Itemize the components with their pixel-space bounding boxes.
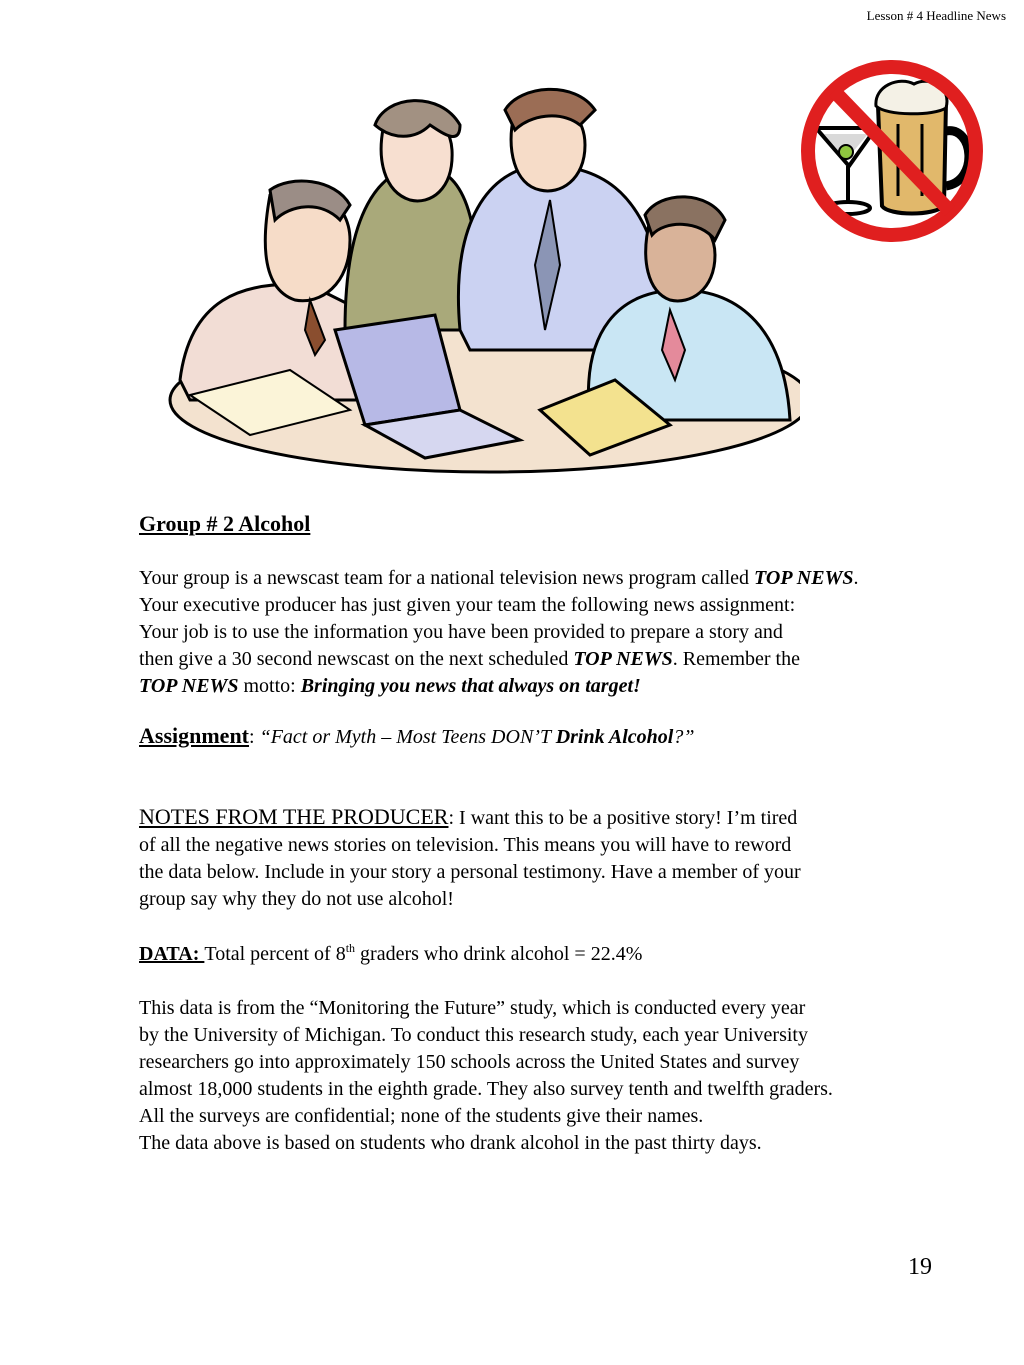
notes-colon: : xyxy=(448,807,460,829)
assignment-label: Assignment xyxy=(139,723,250,748)
intro-text: Your executive producer has just given your team the following news assignment: xyxy=(139,594,796,616)
no-alcohol-sign-icon xyxy=(794,56,990,246)
show-name: TOP NEWS xyxy=(754,567,854,589)
assignment-question: “Fact or Myth – Most Teens DON’T xyxy=(259,726,556,748)
intro-paragraph xyxy=(139,565,979,700)
producer-notes xyxy=(139,803,979,913)
show-name: TOP NEWS xyxy=(139,675,239,697)
assignment-question-bold: Drink Alcohol xyxy=(555,726,674,748)
notes-text: of all the negative news stories on television. This means you will have to reword xyxy=(139,834,792,856)
data-text: graders who drink alcohol = 22.4% xyxy=(355,943,643,965)
study-paragraph xyxy=(139,995,979,1157)
group-title: Group # 2 Alcohol xyxy=(139,511,311,536)
intro-text: then give a 30 second newscast on the next scheduled xyxy=(139,648,574,670)
intro-text: Your job is to use the information you have been provided to prepare a story and xyxy=(139,621,783,643)
study-text: by the University of Michigan. To conduct this research study, each year University xyxy=(139,1024,808,1046)
data-label: DATA: xyxy=(139,943,205,965)
study-text: almost 18,000 students in the eighth grade. They also survey tenth and twelfth graders. xyxy=(139,1078,833,1100)
data-superscript: th xyxy=(345,941,356,955)
assignment-colon: : xyxy=(249,726,260,748)
header-lesson-note: Lesson # 4 Headline News xyxy=(866,8,1006,23)
notes-text: I want this to be a positive story! I’m tired xyxy=(459,807,798,829)
notes-text: group say why they do not use alcohol! xyxy=(139,888,454,910)
assignment-line xyxy=(139,722,979,751)
data-statement xyxy=(139,941,979,968)
lesson-content xyxy=(139,510,979,1157)
intro-text: . Remember the xyxy=(672,648,800,670)
notes-label: NOTES FROM THE PRODUCER xyxy=(139,804,449,829)
assignment-question: ?” xyxy=(673,726,695,748)
study-text: The data above is based on students who drank alcohol in the past thirty days. xyxy=(139,1132,762,1154)
study-text: All the surveys are confidential; none of the students give their names. xyxy=(139,1105,704,1127)
study-text: researchers go into approximately 150 schools across the United States and survey xyxy=(139,1051,800,1073)
show-name: TOP NEWS xyxy=(573,648,673,670)
motto: Bringing you news that always on target! xyxy=(300,675,641,697)
notes-text: the data below. Include in your story a personal testimony. Have a member of your xyxy=(139,861,801,883)
page-number: 19 xyxy=(908,1254,932,1280)
intro-text: Your group is a newscast team for a national television news program called xyxy=(139,567,755,589)
coworkers-clipart-icon xyxy=(160,80,800,480)
intro-text: motto: xyxy=(238,675,301,697)
study-text: This data is from the “Monitoring the Future” study, which is conducted every year xyxy=(139,997,806,1019)
data-text: Total percent of 8 xyxy=(204,943,346,965)
intro-text: . xyxy=(853,567,859,589)
